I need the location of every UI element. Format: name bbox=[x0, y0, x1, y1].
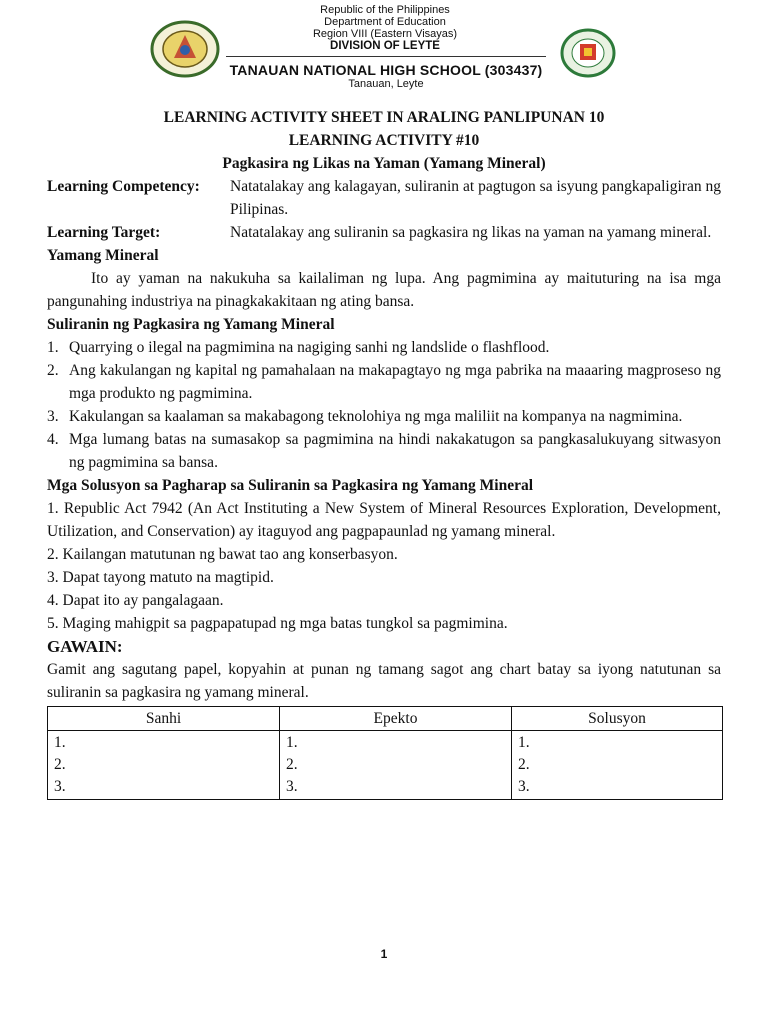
header-school-name: TANAUAN NATIONAL HIGH SCHOOL (303437) bbox=[229, 62, 543, 78]
list-text: Kakulangan sa kaalaman sa makabagong teknolohiya ng mga maliliit na kompanya na nagmimina. bbox=[69, 408, 683, 425]
gawain-instruction: Gamit ang sagutang papel, kopyahin at punan ng tamang sagot ang chart batay sa iyong natutunan sa suliranin sa pagkasira ng yamang mineral. bbox=[47, 661, 721, 701]
document-body bbox=[47, 106, 721, 800]
letterhead bbox=[0, 0, 768, 100]
row-number: 3. bbox=[518, 778, 530, 795]
column-header-epekto: Epekto bbox=[280, 707, 512, 731]
gawain-heading: GAWAIN: bbox=[47, 637, 123, 656]
header-town: Tanauan, Leyte bbox=[348, 78, 424, 90]
header-country: Republic of the Philippines bbox=[320, 4, 450, 16]
row-number: 1. bbox=[518, 734, 530, 751]
list-number: 4. bbox=[47, 431, 59, 448]
row-number: 2. bbox=[518, 756, 530, 773]
learning-competency-label: Learning Competency: bbox=[47, 178, 200, 195]
yamang-mineral-heading: Yamang Mineral bbox=[47, 247, 159, 264]
row-number: 2. bbox=[54, 756, 66, 773]
activity-topic: Pagkasira ng Likas na Yaman (Yamang Mineral) bbox=[222, 155, 546, 172]
learning-competency bbox=[47, 175, 721, 221]
solution-item: 1. Republic Act 7942 (An Act Instituting a New System of Mineral Resources Exploration, Development, Utilization, and Conservation) ay itaguyod ang pagpapaunlad ng yamang mineral. bbox=[47, 500, 721, 540]
table-row bbox=[48, 731, 723, 800]
header-department: Department of Education bbox=[324, 16, 446, 28]
division-of-leyte-seal-icon bbox=[150, 20, 220, 78]
list-text: Ang kakulangan ng kapital ng pamahalaan na makapagtayo ng mga pabrika na maaaring magproseso ng mga produkto ng pagmimina. bbox=[69, 362, 721, 402]
header-divider bbox=[226, 56, 546, 57]
answer-chart-table bbox=[47, 706, 723, 800]
list-number: 1. bbox=[47, 339, 59, 356]
row-number: 3. bbox=[286, 778, 298, 795]
list-text: Mga lumang batas na sumasakop sa pagmimina na hindi nakakatugon sa pangkasalukuyang sitwasyon ng pagmimina sa bansa. bbox=[69, 431, 721, 471]
row-number: 1. bbox=[54, 734, 66, 751]
learning-target bbox=[47, 221, 721, 244]
problems-heading: Suliranin ng Pagkasira ng Yamang Mineral bbox=[47, 316, 335, 333]
header-region: Region VIII (Eastern Visayas) bbox=[312, 28, 458, 40]
header-division: DIVISION OF LEYTE bbox=[330, 40, 440, 52]
solusyon-cell[interactable] bbox=[512, 731, 723, 800]
problems-list bbox=[47, 336, 721, 474]
learning-target-label: Learning Target: bbox=[47, 224, 161, 241]
list-number: 3. bbox=[47, 408, 59, 425]
solution-item: 4. Dapat ito ay pangalagaan. bbox=[47, 592, 224, 609]
activity-number: LEARNING ACTIVITY #10 bbox=[288, 132, 480, 149]
sheet-title: LEARNING ACTIVITY SHEET IN ARALING PANLIPUNAN 10 bbox=[163, 109, 605, 126]
solution-item: 5. Maging mahigpit sa pagpapatupad ng mga batas tungkol sa pagmimina. bbox=[47, 615, 508, 632]
learning-competency-text: Natatalakay ang kalagayan, suliranin at pagtugon sa isyung pangkapaligiran ng Pilipinas. bbox=[230, 178, 721, 218]
list-number: 2. bbox=[47, 362, 59, 379]
list-item bbox=[47, 428, 721, 474]
row-number: 2. bbox=[286, 756, 298, 773]
column-header-sanhi: Sanhi bbox=[48, 707, 280, 731]
list-item bbox=[47, 336, 721, 359]
column-header-solusyon: Solusyon bbox=[512, 707, 723, 731]
list-item bbox=[47, 359, 721, 405]
school-seal-icon bbox=[560, 28, 616, 78]
list-text: Quarrying o ilegal na pagmimina na nagiging sanhi ng landslide o flashflood. bbox=[69, 339, 550, 356]
solutions-heading: Mga Solusyon sa Pagharap sa Suliranin sa Pagkasira ng Yamang Mineral bbox=[47, 477, 534, 494]
solution-item: 2. Kailangan matutunan ng bawat tao ang konserbasyon. bbox=[47, 546, 398, 563]
epekto-cell[interactable] bbox=[280, 731, 512, 800]
sanhi-cell[interactable] bbox=[48, 731, 280, 800]
learning-target-text: Natatalakay ang suliranin sa pagkasira ng likas na yaman na yamang mineral. bbox=[230, 224, 712, 241]
yamang-mineral-paragraph: Ito ay yaman na nakukuha sa kailaliman ng lupa. Ang pagmimina ay maituturing na isa mga pangunahing industriya na pinagkakakitaan ng ating bansa. bbox=[47, 270, 721, 310]
solution-item: 3. Dapat tayong matuto na magtipid. bbox=[47, 569, 274, 586]
page-number: 1 bbox=[380, 947, 388, 961]
list-item bbox=[47, 405, 721, 428]
table-header-row bbox=[48, 707, 723, 731]
row-number: 1. bbox=[286, 734, 298, 751]
row-number: 3. bbox=[54, 778, 66, 795]
